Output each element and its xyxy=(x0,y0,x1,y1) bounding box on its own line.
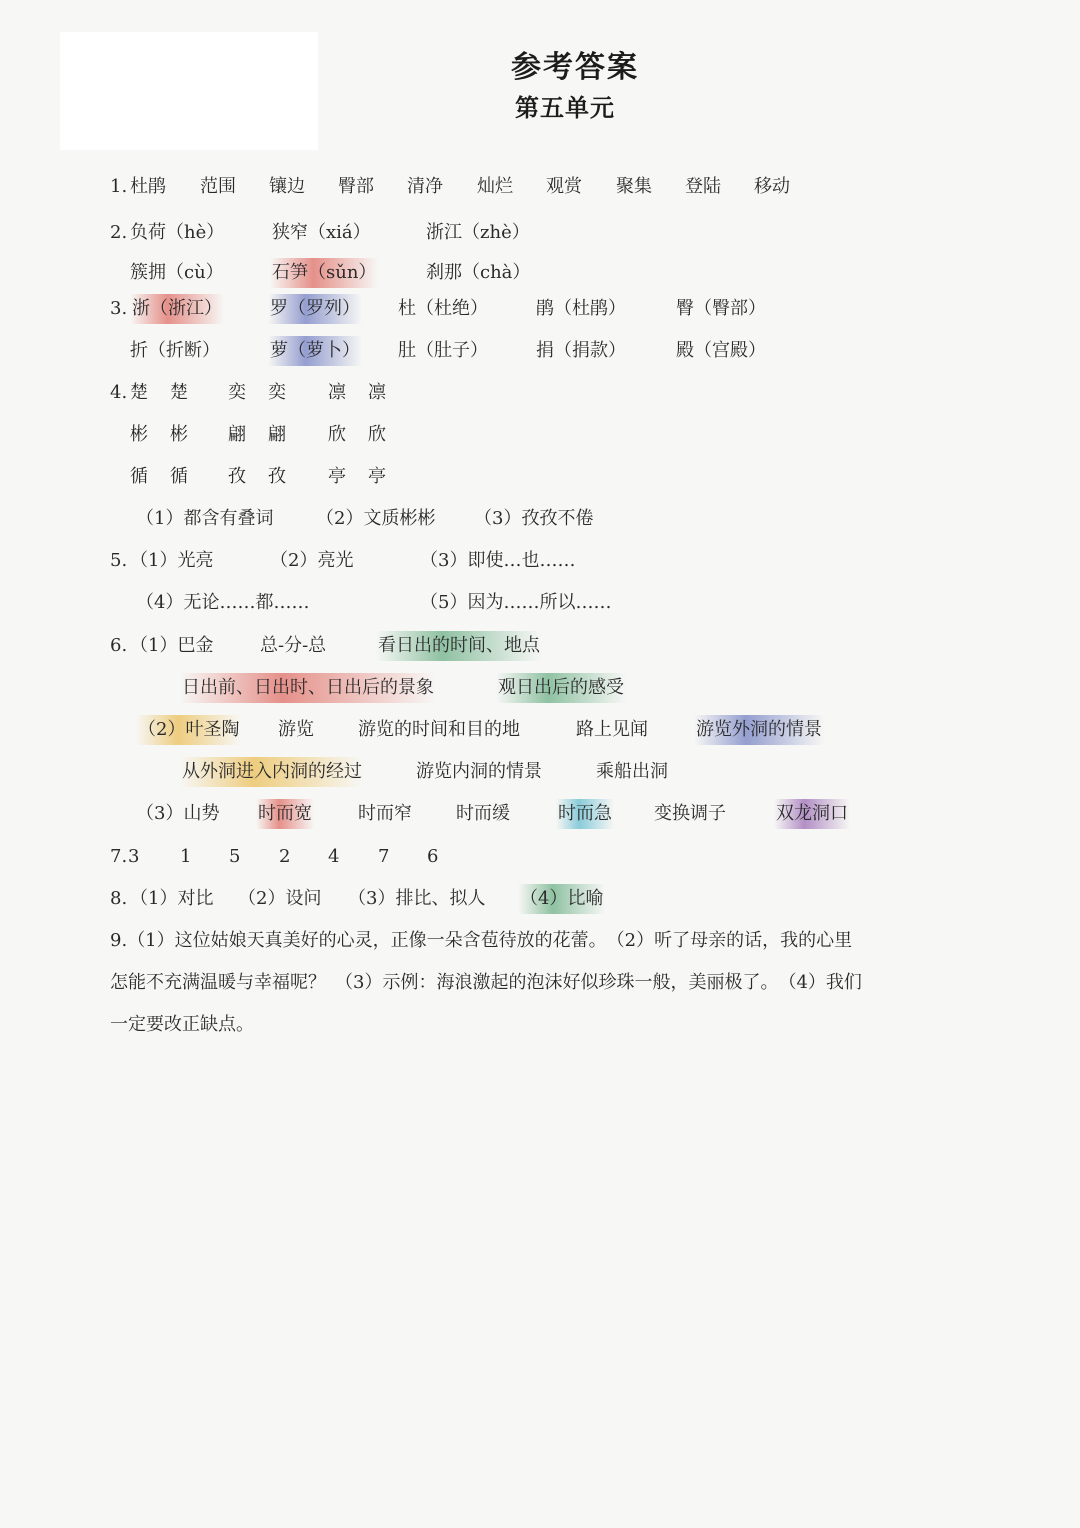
q5-answer: （1）光亮 xyxy=(130,550,214,571)
q6-item: 时而宽 xyxy=(256,799,314,829)
q6-item: （2）叶圣陶 xyxy=(136,715,241,745)
q4-char: 亭 xyxy=(328,466,346,487)
q1-word: 灿烂 xyxy=(477,176,513,197)
q5-answer: （5）因为……所以…… xyxy=(420,592,612,613)
q8-answer: （1）对比 xyxy=(130,888,214,909)
q4-char: 彬 xyxy=(130,424,148,445)
q8-answer: （4）比喻 xyxy=(518,884,605,914)
q4-char: 楚 xyxy=(170,382,188,403)
q1-word: 移动 xyxy=(754,176,790,197)
page-title: 参考答案 xyxy=(511,50,639,85)
q6-item: 从外洞进入内洞的经过 xyxy=(180,757,364,787)
q7-order-value: 1 xyxy=(180,846,192,867)
q6-item: 变换调子 xyxy=(654,803,726,824)
q9-text: （1）这位姑娘天真美好的心灵，正像一朵含苞待放的花蕾。 （2）听了母亲的话，我的心里怎能不充满温暖与幸福呢？ （3）示例：海浪激起的泡沫好似珍珠一般，美丽极了。 （4）我们一定要改正缺点。 xyxy=(110,930,862,1035)
q6-item: （3）山势 xyxy=(136,803,220,824)
q2-pinyin-item: 簇拥（cù） xyxy=(130,262,224,283)
q4-char: 循 xyxy=(170,466,188,487)
q3-word-pair: 萝（萝卜） xyxy=(268,336,362,366)
q3-word-pair: 折（折断） xyxy=(130,340,220,361)
q4-char: 凛 xyxy=(328,382,346,403)
q2-pinyin-item: 浙江（zhè） xyxy=(426,222,530,243)
q3-word-pair: 捐（捐款） xyxy=(536,340,626,361)
q6-item: 总-分-总 xyxy=(260,635,327,656)
q4-char: 亭 xyxy=(368,466,386,487)
q6-item: （1）巴金 xyxy=(130,635,214,656)
q7-order-value: 3 xyxy=(128,846,140,867)
q4-char: 孜 xyxy=(268,466,286,487)
q1-word: 镶边 xyxy=(269,176,305,197)
q4-char: 翩 xyxy=(268,424,286,445)
q6-number: 6. xyxy=(110,635,128,656)
q5-answer: （2）亮光 xyxy=(270,550,354,571)
q5-answer: （4）无论……都…… xyxy=(136,592,310,613)
q4-number: 4. xyxy=(110,382,128,403)
q6-item: 时而窄 xyxy=(358,803,412,824)
q4-char: 孜 xyxy=(228,466,246,487)
q3-word-pair: 肚（肚子） xyxy=(398,340,488,361)
q3-word-pair: 浙（浙江） xyxy=(130,294,224,324)
q1-word: 聚集 xyxy=(616,176,652,197)
q2-pinyin-item: 狭窄（xiá） xyxy=(272,222,371,243)
q6-item: 时而急 xyxy=(556,799,614,829)
q6-item: 游览内洞的情景 xyxy=(416,761,542,782)
q7-order-value: 5 xyxy=(229,846,241,867)
q1-word: 臀部 xyxy=(338,176,374,197)
q9-number: 9. xyxy=(110,930,128,951)
q4-char: 凛 xyxy=(368,382,386,403)
q6-item: 双龙洞口 xyxy=(774,799,850,829)
q6-item: 时而缓 xyxy=(456,803,510,824)
q4-answer: （2）文质彬彬 xyxy=(316,508,436,529)
q7-order-value: 6 xyxy=(427,846,439,867)
q6-item: 观日出后的感受 xyxy=(496,673,626,703)
q8-answer: （3）排比、拟人 xyxy=(348,888,486,909)
q4-char: 欣 xyxy=(368,424,386,445)
q9-paragraph xyxy=(110,920,870,1046)
q4-char: 循 xyxy=(130,466,148,487)
q6-item: 路上见闻 xyxy=(576,719,648,740)
q6-item: 游览外洞的情景 xyxy=(694,715,824,745)
q6-item: 看日出的时间、地点 xyxy=(376,631,542,661)
q4-answer: （3）孜孜不倦 xyxy=(474,508,594,529)
q7-number: 7. xyxy=(110,846,128,867)
q8-answer: （2）设问 xyxy=(238,888,322,909)
q7-order-value: 4 xyxy=(328,846,340,867)
q7-order-value: 2 xyxy=(279,846,291,867)
q4-char: 奕 xyxy=(228,382,246,403)
q7-order-value: 7 xyxy=(378,846,390,867)
q5-number: 5. xyxy=(110,550,128,571)
q6-item: 游览 xyxy=(278,719,314,740)
q1-word: 范围 xyxy=(200,176,236,197)
q1-word: 杜鹃 xyxy=(130,176,166,197)
q2-pinyin-item: 刹那（chà） xyxy=(426,262,531,283)
q3-word-pair: 鹃（杜鹃） xyxy=(536,298,626,319)
q4-char: 楚 xyxy=(130,382,148,403)
q6-item: 日出前、日出时、日出后的景象 xyxy=(180,673,436,703)
q2-number: 2. xyxy=(110,222,128,243)
q1-number: 1. xyxy=(110,176,128,197)
q3-number: 3. xyxy=(110,298,128,319)
q1-word: 登陆 xyxy=(685,176,721,197)
q3-word-pair: 罗（罗列） xyxy=(268,294,362,324)
q2-pinyin-item: 负荷（hè） xyxy=(130,222,225,243)
q2-pinyin-item: 石笋（sǔn） xyxy=(270,258,378,288)
q4-char: 彬 xyxy=(170,424,188,445)
q6-item: 游览的时间和目的地 xyxy=(358,719,520,740)
q3-word-pair: 杜（杜绝） xyxy=(398,298,488,319)
q3-word-pair: 殿（宫殿） xyxy=(676,340,766,361)
q1-word: 观赏 xyxy=(546,176,582,197)
q4-char: 翩 xyxy=(228,424,246,445)
q5-answer: （3）即使…也…… xyxy=(420,550,576,571)
q4-char: 奕 xyxy=(268,382,286,403)
q3-word-pair: 臀（臀部） xyxy=(676,298,766,319)
q8-number: 8. xyxy=(110,888,128,909)
q4-char: 欣 xyxy=(328,424,346,445)
q4-answer: （1）都含有叠词 xyxy=(136,508,274,529)
unit-subtitle: 第五单元 xyxy=(515,93,615,122)
q6-item: 乘船出洞 xyxy=(596,761,668,782)
q1-word: 清净 xyxy=(407,176,443,197)
